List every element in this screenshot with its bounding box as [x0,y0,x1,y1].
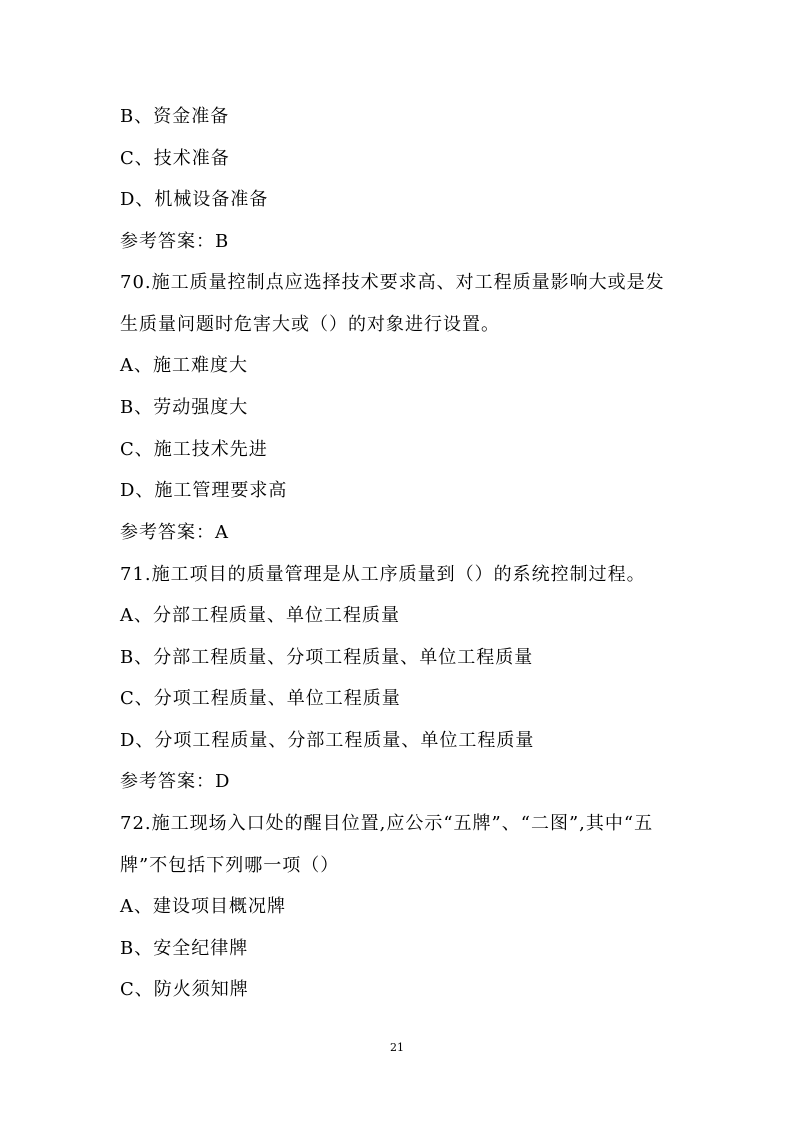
option-a-q72: A、建设项目概况牌 [120,896,286,917]
question-72-line-1: 72.施工现场入口处的醒目位置,应公示“五牌”、“二图”,其中“五 [120,813,654,834]
answer-q69: 参考答案：B [120,231,230,252]
option-c-q72: C、防火须知牌 [120,979,249,1000]
option-c-q71: C、分项工程质量、单位工程质量 [120,688,401,709]
option-c-q69: C、技术准备 [120,148,230,169]
option-a-q70: A、施工难度大 [120,355,248,376]
option-b-q72: B、安全纪律牌 [120,938,249,959]
page-number: 21 [390,1041,404,1054]
option-d-q70: D、施工管理要求高 [120,480,288,501]
option-b-q71: B、分部工程质量、分项工程质量、单位工程质量 [120,647,534,668]
option-c-q70: C、施工技术先进 [120,439,268,460]
option-b-q69: B、资金准备 [120,106,230,127]
option-a-q71: A、分部工程质量、单位工程质量 [120,605,400,626]
option-b-q70: B、劳动强度大 [120,397,249,418]
question-72-line-2: 牌”不包括下列哪一项（） [120,855,340,876]
answer-q71: 参考答案：D [120,771,231,792]
option-d-q69: D、机械设备准备 [120,189,269,210]
question-70-line-1: 70.施工质量控制点应选择技术要求高、对工程质量影响大或是发 [120,272,665,293]
question-71: 71.施工项目的质量管理是从工序质量到（）的系统控制过程。 [120,564,646,585]
question-70-line-2: 生质量问题时危害大或（）的对象进行设置。 [120,314,500,335]
option-d-q71: D、分项工程质量、分部工程质量、单位工程质量 [120,730,535,751]
answer-q70: 参考答案：A [120,522,229,543]
